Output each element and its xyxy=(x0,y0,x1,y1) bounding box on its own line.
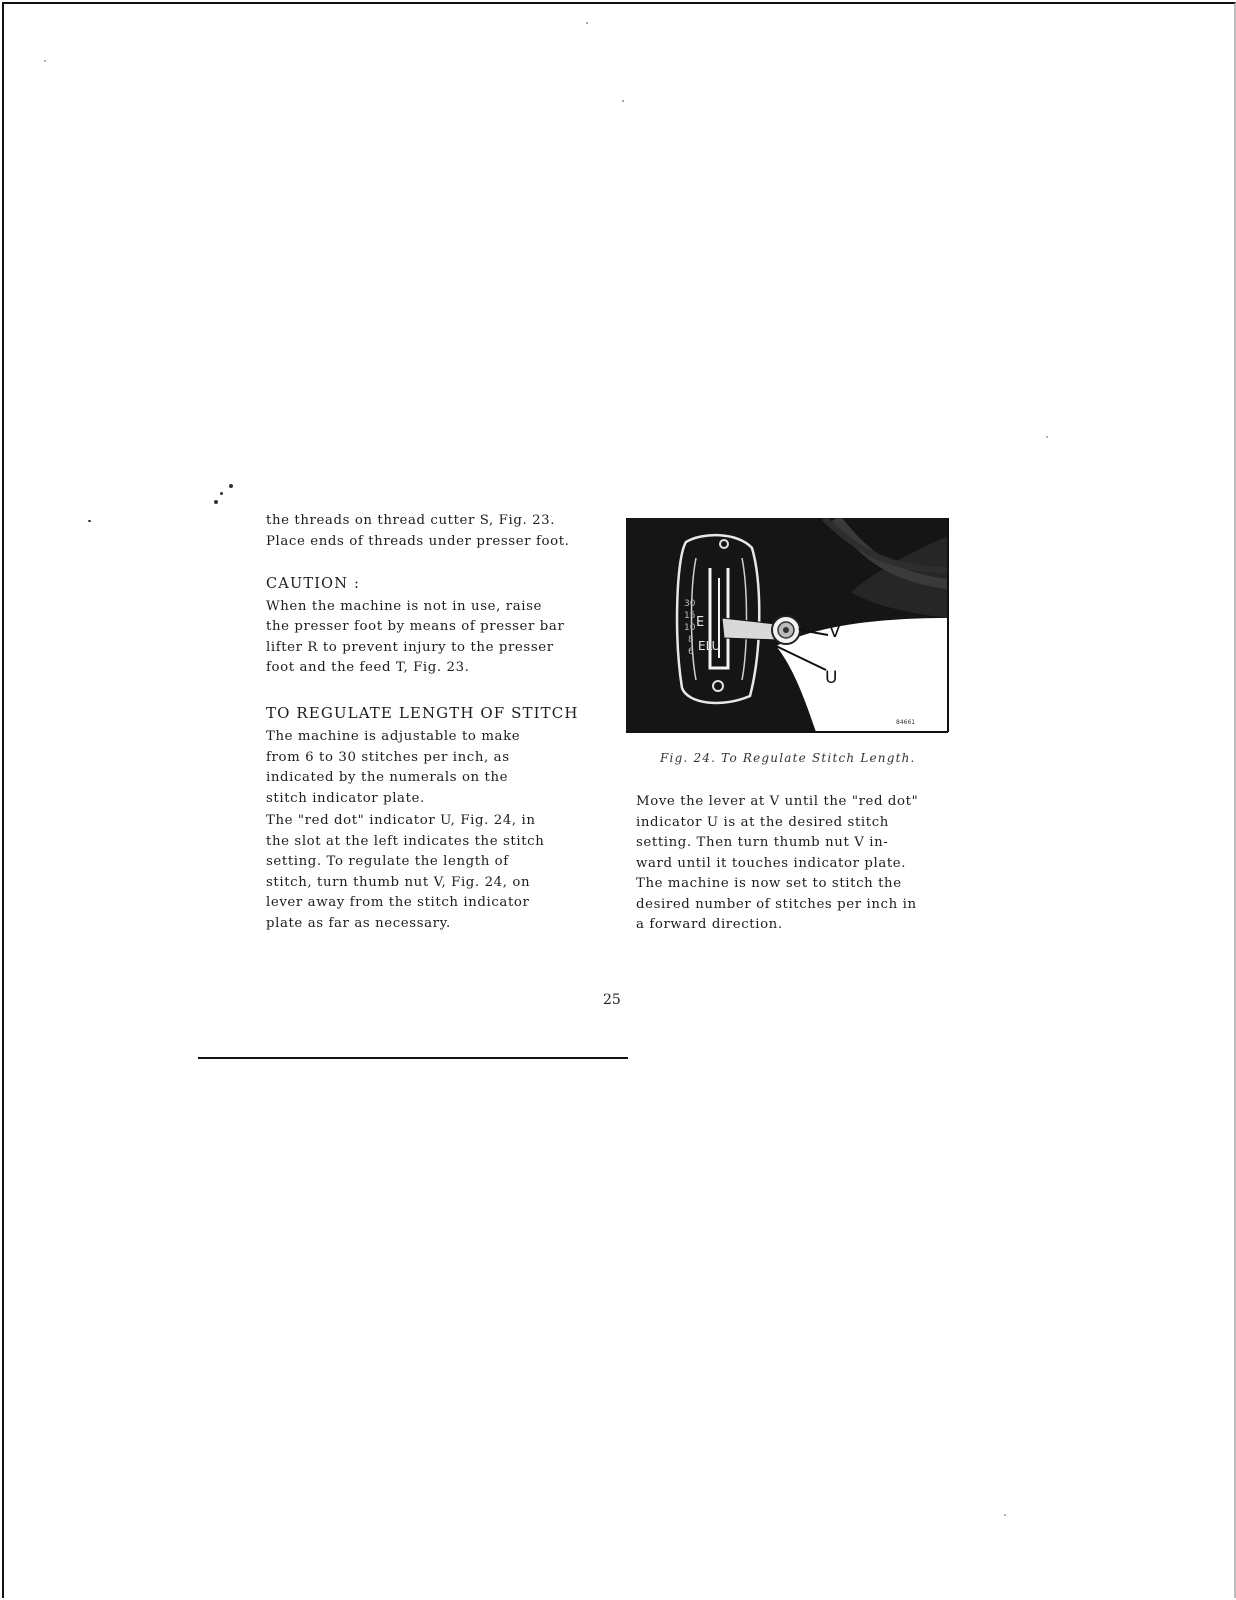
page-number: 25 xyxy=(603,992,621,1008)
text-line: lifter R to prevent injury to the presser xyxy=(266,639,554,655)
red-dot-paragraph xyxy=(266,811,590,934)
scan-speck xyxy=(1004,1514,1006,1516)
right-column xyxy=(636,792,952,936)
callout-label-v: V xyxy=(829,622,841,642)
svg-text:30: 30 xyxy=(684,599,696,609)
intro-paragraph xyxy=(266,511,590,552)
text-line: the presser foot by means of presser bar xyxy=(266,619,565,634)
svg-text:E: E xyxy=(696,615,705,630)
text-line: setting. Then turn thumb nut V in- xyxy=(636,835,889,850)
scan-speck xyxy=(1046,436,1048,438)
text-line: from 6 to 30 stitches per inch, as xyxy=(266,749,510,765)
text-line: the slot at the left indicates the stitch xyxy=(266,833,545,849)
stitch-range-paragraph xyxy=(266,727,590,809)
scan-speck xyxy=(88,520,91,522)
lever-instructions-paragraph xyxy=(636,792,952,936)
svg-text:8: 8 xyxy=(688,635,694,645)
svg-text:ELU: ELU xyxy=(698,639,721,653)
callout-label-u: U xyxy=(825,668,838,688)
scan-speck xyxy=(586,22,588,24)
text-line: indicated by the numerals on the xyxy=(266,770,509,785)
text-line: foot and the feed T, Fig. 23. xyxy=(266,660,470,675)
stitch-regulator-illustration xyxy=(626,518,956,736)
left-column xyxy=(266,511,590,934)
text-line: The machine is adjustable to make xyxy=(266,729,521,744)
svg-text:10: 10 xyxy=(684,623,696,633)
text-line: desired number of stitches per inch in xyxy=(636,896,917,912)
text-line: stitch indicator plate. xyxy=(266,790,425,806)
text-line: lever away from the stitch indicator xyxy=(266,895,530,910)
scan-speck xyxy=(229,484,233,488)
figure-stitch-regulator xyxy=(626,518,956,736)
scan-speck xyxy=(622,100,624,102)
text-line: When the machine is not in use, raise xyxy=(266,598,542,614)
page-frame xyxy=(2,2,1236,1598)
svg-text:84661: 84661 xyxy=(896,719,916,726)
text-line: stitch, turn thumb nut V, Fig. 24, on xyxy=(266,874,531,890)
svg-text:6: 6 xyxy=(688,647,694,657)
section-heading: TO REGULATE LENGTH OF STITCH xyxy=(266,703,579,722)
scan-speck xyxy=(220,492,223,495)
scan-speck xyxy=(214,500,218,504)
text-line: The machine is now set to stitch the xyxy=(636,876,902,891)
caution-heading: CAUTION : xyxy=(266,576,361,592)
text-line: indicator U is at the desired stitch xyxy=(636,814,889,830)
caution-paragraph xyxy=(266,597,590,679)
text-line: a forward direction. xyxy=(636,917,783,932)
footer-rule xyxy=(198,1057,628,1059)
svg-text:15: 15 xyxy=(684,611,696,621)
figure-caption: Fig. 24. To Regulate Stitch Length. xyxy=(660,751,916,765)
text-line: ward until it touches indicator plate. xyxy=(636,855,907,871)
text-line: Move the lever at V until the "red dot" xyxy=(636,794,919,809)
scan-speck xyxy=(44,60,46,62)
text-line: plate as far as necessary. xyxy=(266,915,451,931)
text-line: the threads on thread cutter S, Fig. 23. xyxy=(266,513,556,528)
text-line: setting. To regulate the length of xyxy=(266,854,509,869)
text-line: Place ends of threads under presser foot. xyxy=(266,533,570,549)
text-line: The "red dot" indicator U, Fig. 24, in xyxy=(266,813,536,828)
